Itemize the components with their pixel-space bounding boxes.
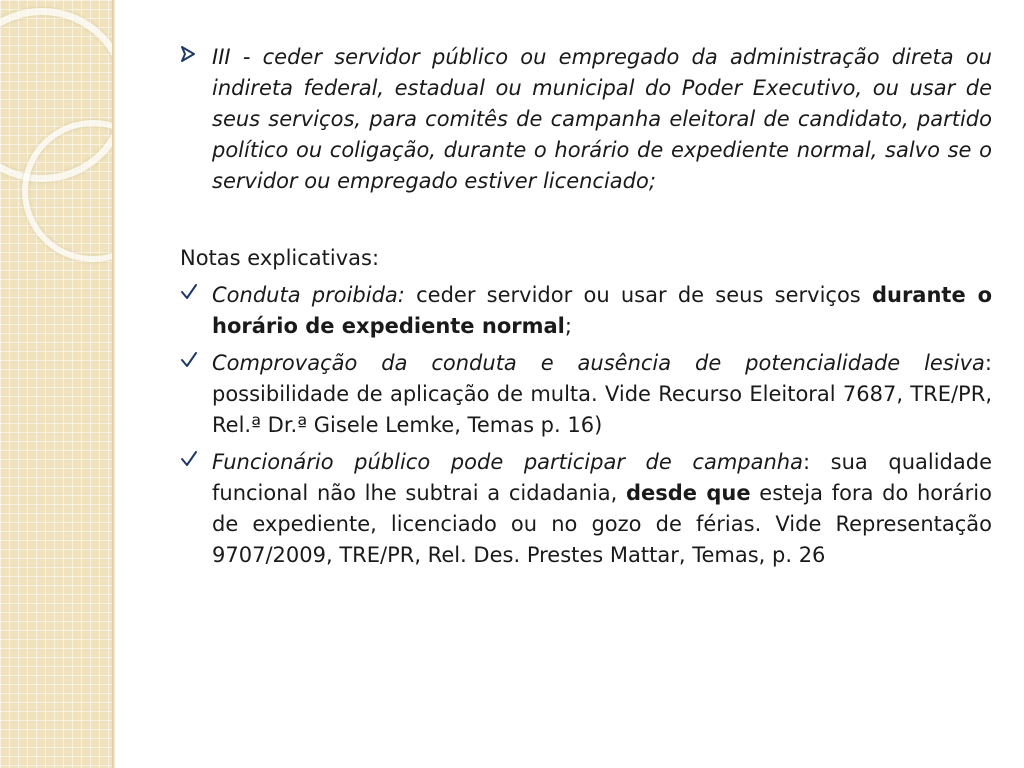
arrow-bullet-icon (180, 42, 212, 63)
note-item-text (212, 280, 992, 342)
main-bullet-item (180, 42, 992, 197)
note-text: : possibilidade de aplicação de multa. Vide Recurso Eleitoral 7687, TRE/PR, Rel.ª Dr.ª Gisele Lemke, Temas p. 16) (212, 351, 992, 437)
checkmark-icon (180, 447, 212, 468)
note-item (180, 447, 992, 571)
note-italic-lead: Conduta proibida: (212, 283, 405, 307)
notes-title: Notas explicativas: (180, 246, 380, 270)
note-italic-lead: Comprovação da conduta e ausência de potencialidade lesiva (212, 351, 985, 375)
note-text: : sua qualidade funcional não lhe subtrai a cidadania, (212, 450, 992, 505)
checkmark-icon (180, 280, 212, 301)
note-italic-lead: Funcionário público pode participar de campanha (212, 450, 803, 474)
note-item-text (212, 447, 992, 571)
note-bold-text: desde que (625, 481, 751, 505)
note-item-text (212, 348, 992, 441)
note-text: esteja fora do horário de expediente, licenciado ou no gozo de férias. Vide Representação 9707/2009, TRE/PR, Rel. Des. Prestes Mattar, Temas, p. 26 (212, 481, 992, 567)
note-item (180, 348, 992, 441)
note-text: ; (564, 314, 572, 338)
note-text: ceder servidor ou usar de seus serviços (404, 283, 872, 307)
note-item (180, 280, 992, 342)
slide-content (180, 42, 992, 571)
checkmark-icon (180, 348, 212, 369)
decorative-side-panel (0, 0, 112, 768)
note-bold-text: durante o horário de expediente normal (212, 283, 992, 338)
main-item-text: III - ceder servidor público ou empregado da administração direta ou indireta federal, estadual ou municipal do Poder Executivo, ou usar de seus serviços, para comitês de campanha eleitoral de candidato, partido político ou coligação, durante o horário de expediente normal, salvo se o servidor ou empregado estiver licenciado; (212, 45, 992, 193)
side-panel-edge (112, 0, 115, 768)
